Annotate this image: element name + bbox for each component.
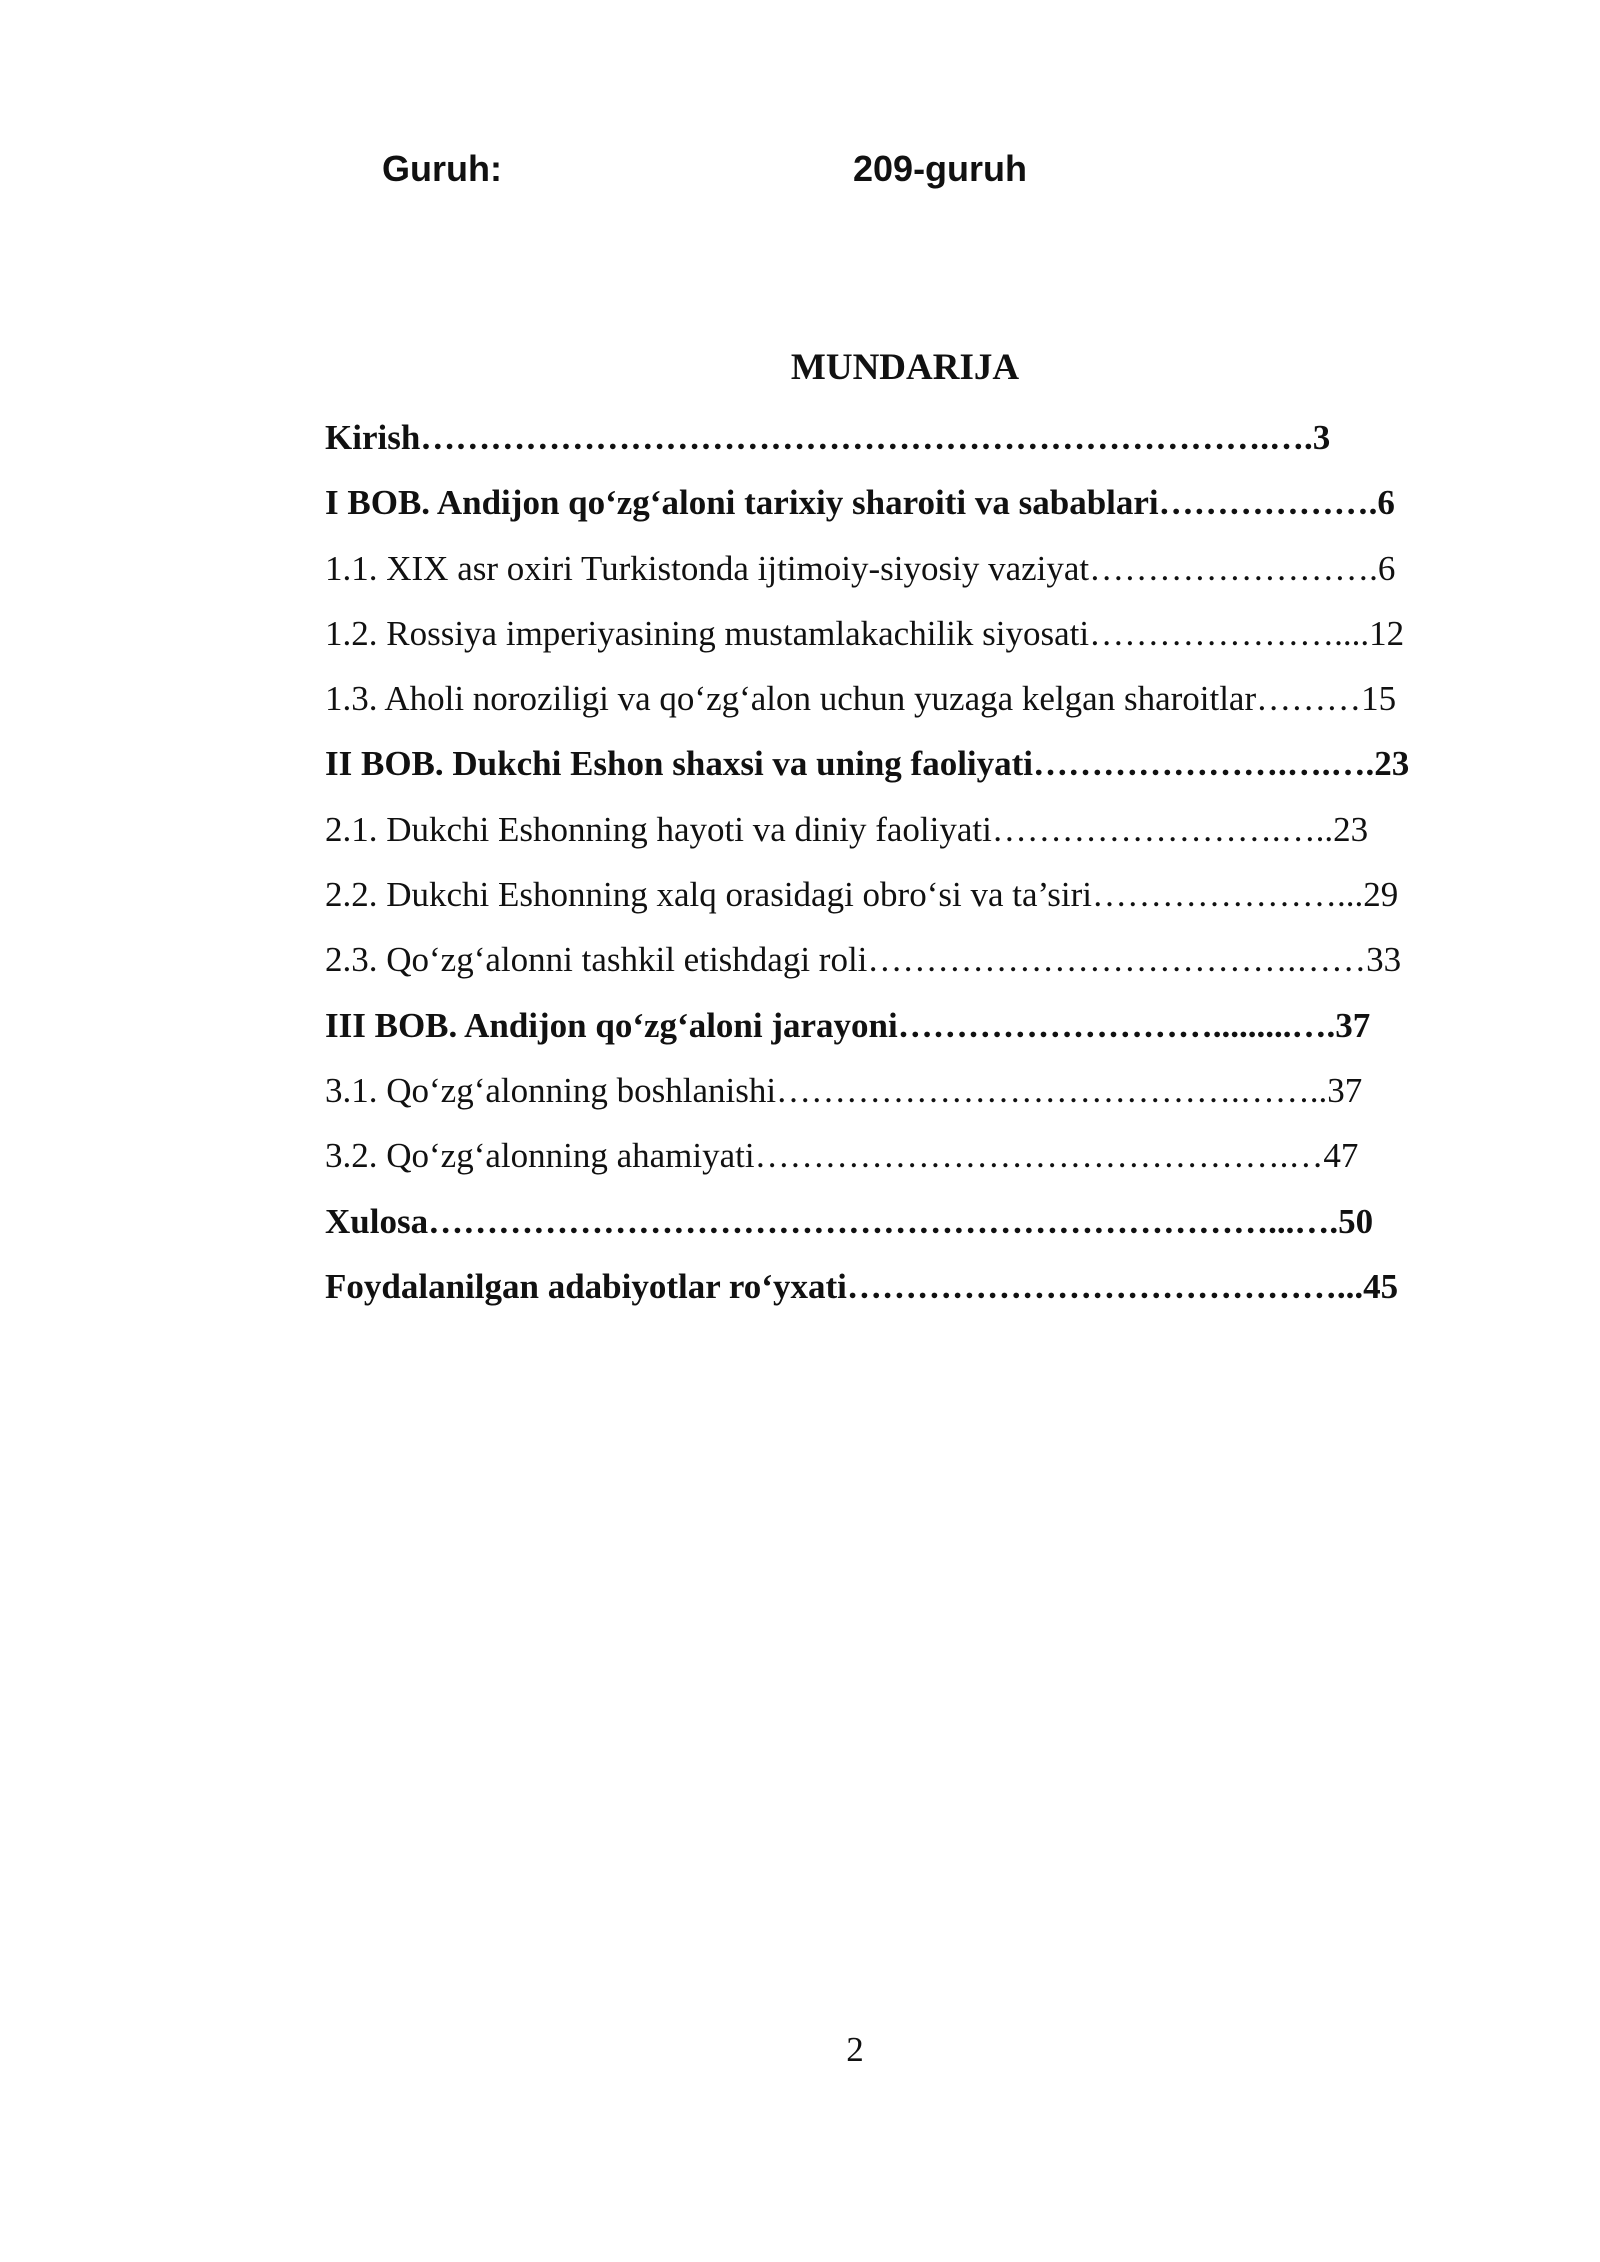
toc-section-entry: 3.2. Qo‘zg‘alonning ahamiyati……………………………………….…47 (325, 1136, 1359, 1176)
toc-chapter-entry: I BOB. Andijon qo‘zg‘aloni tarixiy sharoiti va sabablari……………….6 (325, 483, 1395, 523)
toc-chapter-entry: Xulosa………………………………………………………………...….50 (325, 1201, 1374, 1241)
page-number: 2 (846, 2030, 864, 2069)
toc-section-entry: 2.2. Dukchi Eshonning xalq orasidagi obro‘si va ta’siri…………………...29 (325, 875, 1399, 915)
toc-section-entry: 1.2. Rossiya imperiyasining mustamlakachilik siyosati…………………....12 (325, 613, 1405, 653)
toc-chapter-entry: Kirish……………………………………………………………….….3 (325, 418, 1331, 457)
group-value: 209-guruh (853, 148, 1028, 189)
toc-section-entry: 2.1. Dukchi Eshonning hayoti va diniy faoliyati…………………….…..23 (325, 809, 1369, 849)
table-of-contents (325, 410, 1489, 1324)
toc-section-entry: 3.1. Qo‘zg‘alonning boshlanishi………………………………….……..37 (325, 1070, 1363, 1110)
group-header (0, 148, 1600, 204)
toc-chapter-entry: Foydalanilgan adabiyotlar ro‘yxati……………………………………...45 (325, 1266, 1399, 1306)
group-label: Guruh: (382, 148, 502, 189)
toc-title: MUNDARIJA (790, 347, 1020, 388)
toc-chapter-entry: III BOB. Andijon qo‘zg‘aloni jarayoni……………………….........….37 (325, 1005, 1371, 1045)
toc-chapter-entry: II BOB. Dukchi Eshon shaxsi va uning faoliyati………………….….….23 (325, 744, 1410, 784)
toc-section-entry: 1.3. Aholi noroziligi va qo‘zg‘alon uchun yuzaga kelgan sharoitlar………15 (325, 679, 1397, 719)
toc-section-entry: 2.3. Qo‘zg‘alonni tashkil etishdagi roli……………………………….……33 (325, 940, 1402, 980)
toc-section-entry: 1.1. XIX asr oxiri Turkistonda ijtimoiy-siyosiy vaziyat…………………….6 (325, 548, 1396, 588)
